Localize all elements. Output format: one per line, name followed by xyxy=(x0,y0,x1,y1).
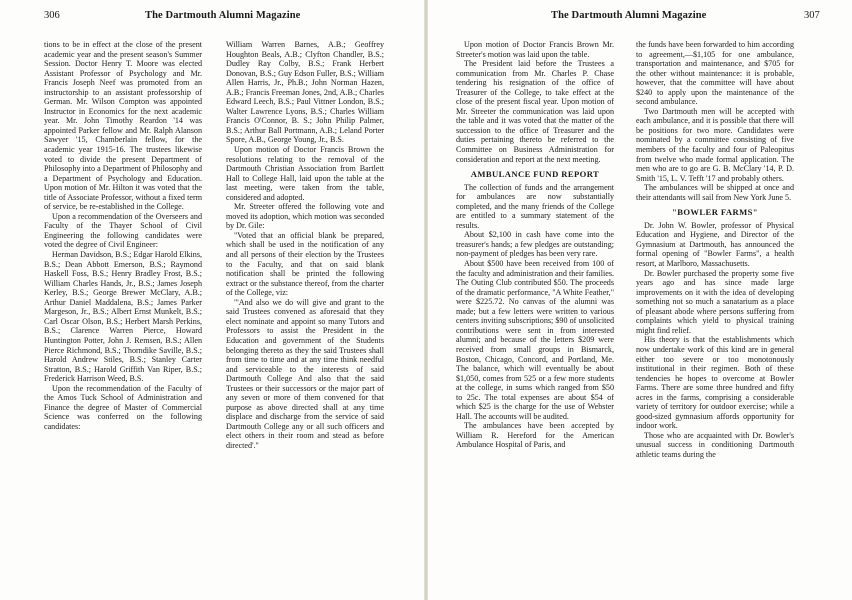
paragraph: The collection of funds and the arrangement for ambulances are now substantially completed, and the many friends of the College are entitled to a summary statement of the results. xyxy=(456,182,614,230)
column-4 xyxy=(636,40,794,460)
paragraph: Dr. Bowler purchased the property some five years ago and has since made large improvements on it with the idea of developing something not so much a sanatarium as a place of pleasant abode where persons suffering from complaints which yield to physical training might find relief. xyxy=(636,268,794,335)
paragraph: Upon motion of Doctor Francis Brown the resolutions relating to the removal of the Dartmouth Christian Association from Bartlett Hall to College Hall, laid upon the table at the last meeting, were taken from the table, considered and adopted. xyxy=(226,145,384,202)
paragraph: About $2,100 in cash have come into the treasurer's hands; a few pledges are outstanding; non-payment of pledges has been very rare. xyxy=(456,230,614,259)
paragraph: Upon a recommendation of the Overseers and Faculty of the Thayer School of Civil Engineering the following candidates were voted the degree of Civil Engineer: xyxy=(44,211,202,250)
right-page xyxy=(426,0,852,600)
section-heading-bowler-farms: "BOWLER FARMS" xyxy=(672,207,758,218)
paragraph: The ambulances will be shipped at once and their attendants will sail from New York June 5. xyxy=(636,183,794,202)
paragraph: Herman Davidson, B.S.; Edgar Harold Elkins, B.S.; Dean Abbott Emerson, B.S.; Raymond Haskell Foss, B.S.; Henry Bradley Frost, B.S.; William Charles Hands, Jr., B.S.; James Joseph Kerley, B.S.; George Brewer McClary, A.B.; Arthur Daniel Maddalena, B.S.; James Parker Margeson, Jr., B.S.; Albert Ernst Munkelt, B.S.; Carl Oscar Olson, B.S.; Herbert Marsh Perkins, B.S.; Clarence Warren Pierce, Howard Huntington Potter, John J. Remsen, B.S.; Allen Pierce Richmond, B.S.; Thorndike Saville, B.S.; Harold Andrew Stiles, B.S.; Stanley Carter Stratton, B.S.; Harold Griffith Van Riper, B.S.; Frederick Harrison Weed, B.S. xyxy=(44,250,202,384)
page-number-left: 306 xyxy=(44,10,60,21)
column-1 xyxy=(44,40,202,431)
paragraph: Upon the recommendation of the Faculty of the Amos Tuck School of Administration and Finance the degree of Master of Commercial Science was conferred on the following candidates: xyxy=(44,383,202,431)
column-3 xyxy=(456,40,614,450)
paragraph: Mr. Streeter offered the following vote and moved its adoption, which motion was seconded by Dr. Gile: xyxy=(226,202,384,231)
running-head-right: The Dartmouth Alumni Magazine xyxy=(551,10,707,21)
paragraph: Dr. John W. Bowler, professor of Physical Education and Hygiene, and Director of the Gymnasium at Dartmouth, has announced the formal opening of "Bowler Farms", a health resort, at Marlboro, Massachusetts. xyxy=(636,220,794,269)
page-number-right: 307 xyxy=(804,10,820,21)
column-2 xyxy=(226,40,384,451)
paragraph: Those who are acquainted with Dr. Bowler's unusual success in conditioning Dartmouth athletic teams during the xyxy=(636,430,794,459)
paragraph: "'And also we do will give and grant to the said Trustees convened as aforesaid that they elect nominate and appoint so many Tutors and Professors to assist the President in the Education and government of the Students belonging thereto as they the said Trustees shall from time to time and at any time think needful and serviceable to the interests of said Dartmouth College And also that the said Trustees or their successors or the major part of any seven or more of them convened for that purpose as above directed shall at any time displace and discharge from the service of said Dartmouth College any or all such officers and elect others in their room and stead as before directed'." xyxy=(226,297,384,450)
paragraph: Upon motion of Doctor Francis Brown Mr. Streeter's motion was laid upon the table. xyxy=(456,40,614,59)
paragraph: The President laid before the Trustees a communication from Mr. Charles P. Chase tendering his resignation of the office of Treasurer of the College, to take effect at the close of the present fiscal year. Upon motion of Mr. Streeter the communication was laid upon the table and it was voted that the matter of the succession to the office of Treasurer and the duties pertaining thereto be referred to the Committee on Business Administration for consideration and report at the next meeting. xyxy=(456,59,614,164)
paragraph: tions to be in effect at the close of the present academic year and the present season's Summer Session. Doctor Henry T. Moore was elected Assistant Professor of Psychology and Mr. Francis Joseph Neef was promoted from an instructorship to an assistant professorship of German. Mr. Wilson Compton was appointed Instructor in Economics for the next academic year. Mr. John Timothy Reardon '14 was appointed Parker fellow and Mr. Ralph Alanson Sawyer '15, Chamberlain fellow, for the academic year 1915-16. The trustees likewise voted to divide the present Department of Philosophy into a Department of Philosophy and a Department of Psychology and Education. Upon motion of Mr. Hilton it was voted that the title of Associate Professor, without a fixed term of service, be re-established in the College. xyxy=(44,40,202,212)
paragraph: "Voted that an official blank be prepared, which shall be used in the notification of any and all persons of their election by the Trustees to the Faculty, and that on said blank notification shall be printed the following extract or the substance thereof, from the charter of the College, viz: xyxy=(226,230,384,298)
paragraph: William Warren Barnes, A.B.; Geoffrey Houghton Beals, A.B.; Clyfton Chandler, B.S.; Dudley Ray Colby, B.S.; Frank Herbert Donovan, B.S.; Guy Edson Fuller, B.S.; William Allen Harris, Jr., Ph.B.; John Norman Hazen, A.B.; Francis Freeman Jones, 2nd, A.B.; Charles Edward Leech, B.S.; Paul Vittner London, B.S.; Walter Lawrence Lyons, B.S.; Charles William Francis O'Connor, B. S.; John Philip Palmer, B.S.; Arthur Ball Portmann, A.B.; Leland Porter Spore, A.B., George Young, Jr., B.S. xyxy=(226,40,384,145)
paragraph: Two Dartmouth men will be accepted with each ambulance, and it is possible that there will be positions for two more. Candidates were nominated by a committee consisting of five members of the faculty and four of Paleopitus from twelve who made formal application. The men who are to go are G. B. McClary '14, P. D. Smith '15, L. V. Tefft '17 and probably others. xyxy=(636,106,794,183)
section-heading-ambulance: AMBULANCE FUND REPORT xyxy=(470,169,600,180)
paragraph: His theory is that the establishments which now undertake work of this kind are in general either too severe or too monotonously institutional in their regimen. Both of these tendencies he hopes to overcome at Bowler Farms. There are some three hundred and fifty acres in the farms, comprising a considerable variety of territory for outdoor exercise; while a good-sized gymnasium affords opportunity for indoor work. xyxy=(636,335,794,431)
paragraph: About $500 have been received from 100 of the faculty and administration and their families. The Outing Club contributed $50. The proceeds of the dramatic performance, "A White Feather," were $225.72. No canvas of the alumni was made; but a few letters were written to various centers inviting subscriptions; $90 of unsolicited contributions were sent in from interested alumni; and because of the letters $209 were received from small groups in Bismarck, Boston, Chicago, Concord, and Portland, Me. The balance, which will eventually be about $1,050, comes from 525 or a few more students at the college, in sums which ranged from $50 to 25c. The total expenses are about $54 of which $25 is the charge for the use of Webster Hall. The accounts will be audited. xyxy=(456,259,614,421)
running-head-left: The Dartmouth Alumni Magazine xyxy=(145,10,301,21)
paragraph: The ambulances have been accepted by William R. Hereford for the American Ambulance Hospital of Paris, and xyxy=(456,421,614,450)
paragraph: the funds have been forwarded to him according to agreement,—$1,105 for one ambulance, transportation and maintenance, and $705 for the other without maintenance: it is probable, however, that the committee will have about $240 to apply upon the maintenance of the second ambulance. xyxy=(636,40,794,107)
